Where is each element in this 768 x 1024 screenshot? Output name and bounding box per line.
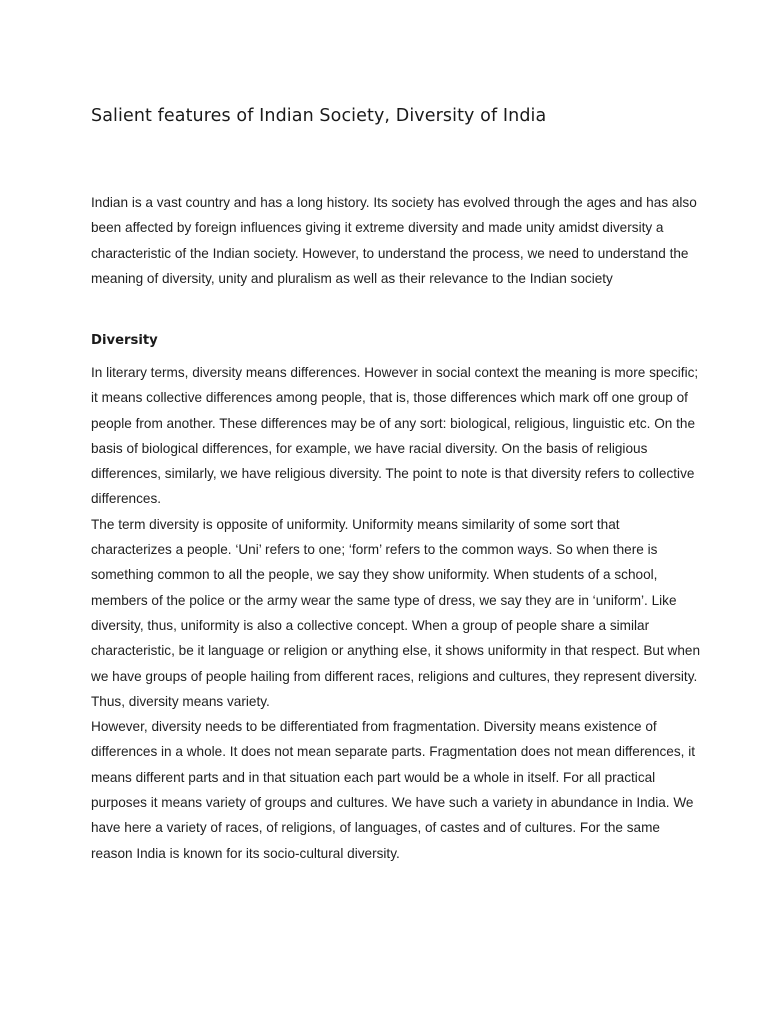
document-title: Salient features of Indian Society, Diversity of India <box>91 106 547 126</box>
paragraph: The term diversity is opposite of uniformity. Uniformity means similarity of some sort that characterizes a people. ‘Uni’ refers to one; ‘form’ refers to the common ways. So when there is something common to all the people, we say they show uniformity. When students of a school, members of the police or the army wear the same type of dress, we say they are in ‘uniform’. Like diversity, thus, uniformity is also a collective concept. When a group of people share a similar characteristic, be it language or religion or anything else, it shows uniformity in that respect. But when we have groups of people hailing from different races, religions and cultures, they represent diversity. Thus, diversity means variety. <box>91 516 701 709</box>
section-body-diversity <box>91 360 701 866</box>
paragraph: However, diversity needs to be differentiated from fragmentation. Diversity means existence of differences in a whole. It does not mean separate parts. Fragmentation does not mean differences, it means different parts and in that situation each part would be a whole in itself. For all practical purposes it means variety of groups and cultures. We have such a variety in abundance in India. We have here a variety of races, of religions, of languages, of castes and of cultures. For the same reason India is known for its socio-cultural diversity. <box>91 719 696 861</box>
section-heading-diversity: Diversity <box>91 333 158 348</box>
intro-paragraph: Indian is a vast country and has a long history. Its society has evolved through the ages and has also been affected by foreign influences giving it extreme diversity and made unity amidst diversity a characteristic of the Indian society. However, to understand the process, we need to understand the meaning of diversity, unity and pluralism as well as their relevance to the Indian society <box>91 195 697 286</box>
paragraph: In literary terms, diversity means differences. However in social context the meaning is more specific; it means collective differences among people, that is, those differences which mark off one group of people from another. These differences may be of any sort: biological, religious, linguistic etc. On the basis of biological differences, for example, we have racial diversity. On the basis of religious differences, similarly, we have religious diversity. The point to note is that diversity refers to collective differences. <box>91 365 699 507</box>
